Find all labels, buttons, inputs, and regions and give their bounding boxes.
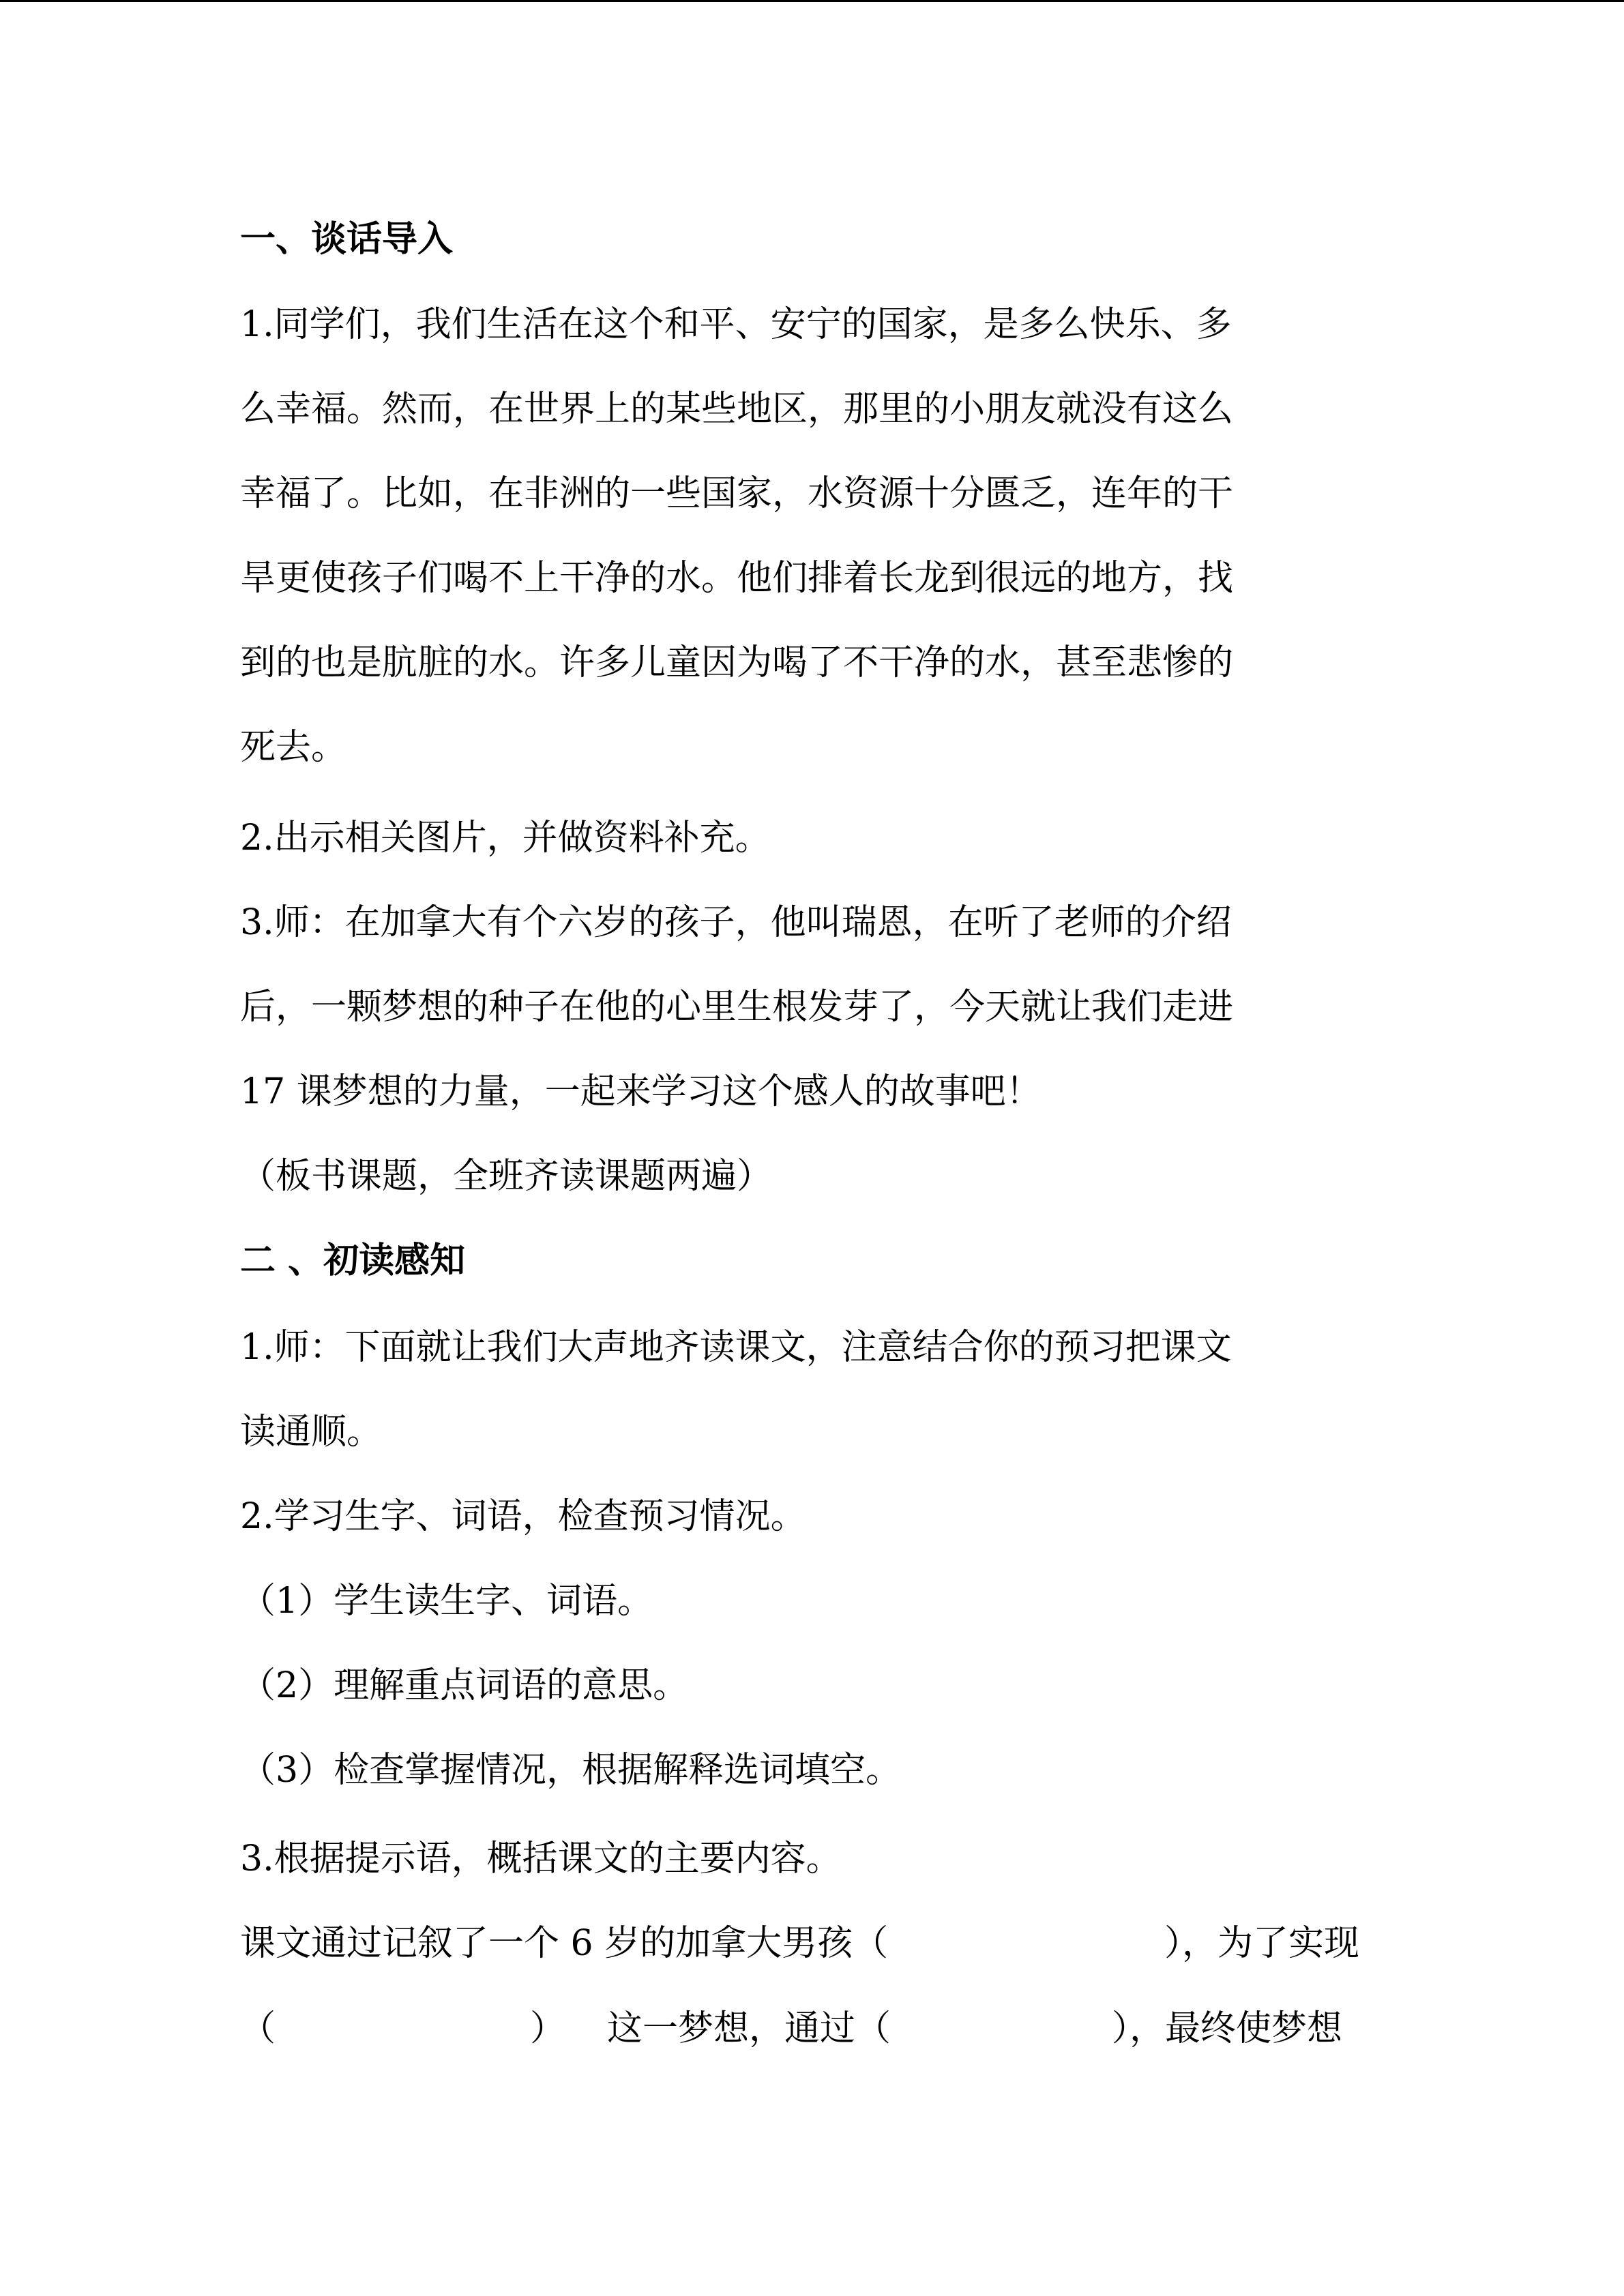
top-border-rule [0,0,1624,2]
fill-text-a: （ [240,2008,276,2049]
paragraph-line: 2.学习生字、词语，检查预习情况。 [240,1496,806,1537]
section-heading-2: 二 、初读感知 [240,1240,466,1281]
fill-in-line-2 [240,2004,1386,2053]
fill-text-a: 课文通过记叙了一个 6 岁的加拿大男孩（ [240,1923,889,1964]
fill-text-b: ），为了实现 [1164,1923,1360,1964]
fill-text-d: ），最终使梦想 [1112,2008,1343,2049]
paragraph-line: （2）理解重点词语的意思。 [240,1665,689,1706]
paragraph-line: 么幸福。然而，在世界上的某些地区，那里的小朋友就没有这么 [240,389,1234,430]
paragraph-line: 死去。 [240,727,347,768]
paragraph-line: 17 课梦想的力量，一起来学习这个感人的故事吧！ [240,1071,1042,1112]
paragraph-line: 1.师：下面就让我们大声地齐读课文，注意结合你的预习把课文 [240,1327,1232,1368]
paragraph-line: （板书课题，全班齐读课题两遍） [240,1156,773,1197]
fill-in-line-1 [240,1919,1386,1968]
paragraph-line: 后，一颗梦想的种子在他的心里生根发芽了，今天就让我们走进 [240,987,1234,1028]
paragraph-line: （1）学生读生字、词语。 [240,1581,653,1622]
fill-text-c: 这一梦想，通过（ [607,2008,891,2049]
paragraph-line: 3.根据提示语，概括课文的主要内容。 [240,1838,842,1879]
paragraph-line: 2.出示相关图片，并做资料补充。 [240,818,771,859]
paragraph-line: 到的也是肮脏的水。许多儿童因为喝了不干净的水，甚至悲惨的 [240,642,1234,683]
fill-text-b: ） [530,2008,566,2049]
paragraph-line: 旱更使孩子们喝不上干净的水。他们排着长龙到很远的地方，找 [240,558,1234,599]
paragraph-line: （3）检查掌握情况，根据解释选词填空。 [240,1750,902,1791]
section-heading-1: 一、谈话导入 [240,218,454,260]
paragraph-line: 幸福了。比如，在非洲的一些国家，水资源十分匮乏，连年的干 [240,473,1234,514]
paragraph-line: 3.师：在加拿大有个六岁的孩子，他叫瑞恩，在听了老师的介绍 [240,902,1232,943]
paragraph-line: 读通顺。 [240,1412,383,1452]
paragraph-line: 1.同学们，我们生活在这个和平、安宁的国家，是多么快乐、多 [240,304,1232,345]
